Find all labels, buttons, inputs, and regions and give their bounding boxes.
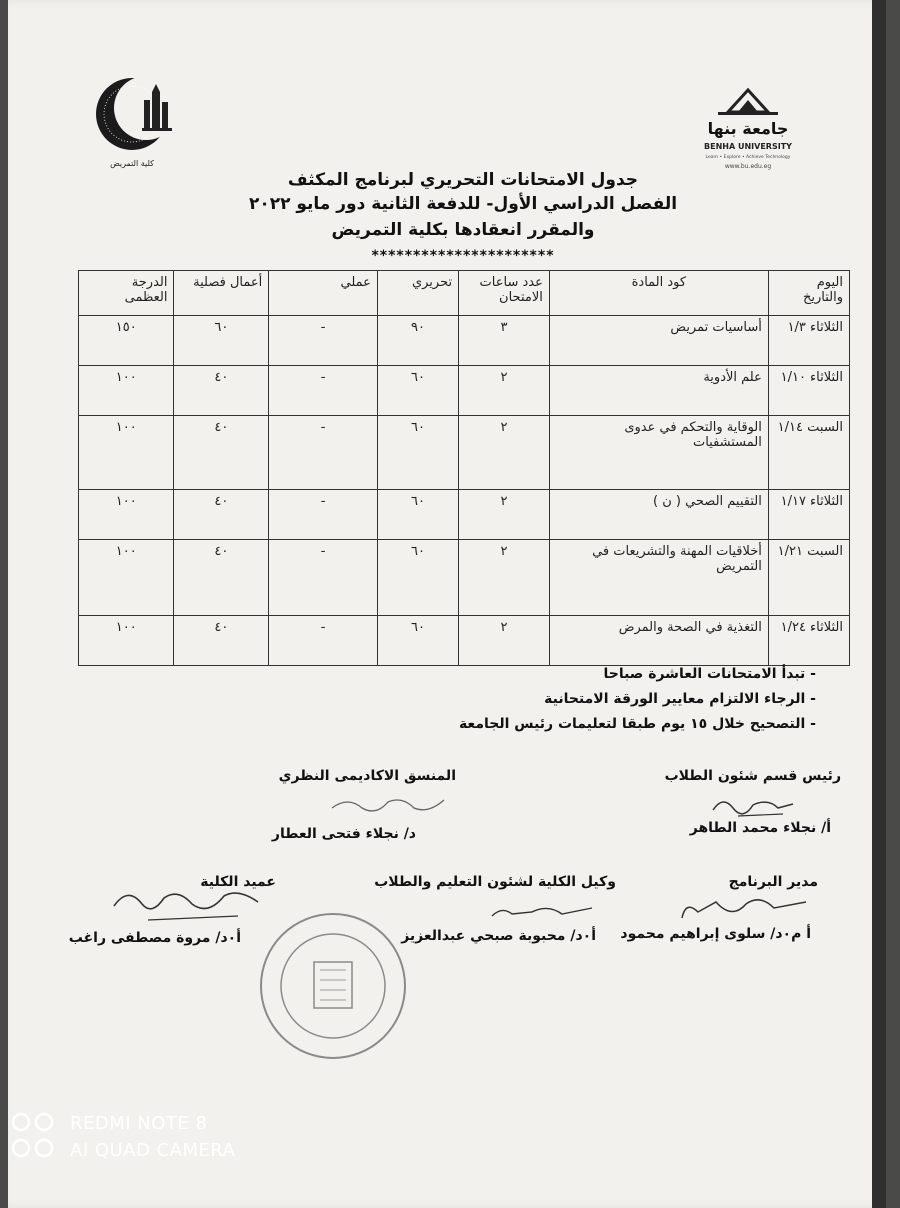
faculty-logo bbox=[84, 72, 194, 172]
cell-hours: ٢ bbox=[459, 490, 550, 540]
cell-hours: ٢ bbox=[459, 616, 550, 666]
cell-day: السبت ١/٢١ bbox=[768, 540, 849, 616]
cell-practical: - bbox=[269, 540, 378, 616]
note-item: - الرجاء الالتزام معايير الورقة الامتحانية bbox=[544, 691, 816, 707]
exam-schedule-table bbox=[78, 270, 850, 666]
cell-practical: - bbox=[269, 416, 378, 490]
header-written: تحريري bbox=[377, 271, 458, 316]
cell-coursework: ٤٠ bbox=[174, 540, 269, 616]
title-line-1: جدول الامتحانات التحريري لبرنامج المكثف bbox=[287, 170, 639, 190]
program-director-signature bbox=[676, 890, 816, 926]
header-day: اليوم والتاريخ bbox=[768, 271, 849, 316]
header-code: كود المادة bbox=[549, 271, 768, 316]
cell-total: ١٠٠ bbox=[79, 416, 174, 490]
university-site: www.bu.edu.eg bbox=[724, 163, 772, 170]
cell-code: أخلاقيات المهنة والتشريعات في التمريض bbox=[549, 540, 768, 616]
note-item: - التصحيح خلال ١٥ يوم طبقا لتعليمات رئيس الجامعة bbox=[458, 716, 816, 732]
vice-dean-name: أ٠د/ محبوبة صبحي عبدالعزيز bbox=[401, 928, 596, 944]
header-coursework: أعمال فصلية bbox=[174, 271, 269, 316]
vice-dean-signature bbox=[488, 896, 598, 926]
vice-dean-title: وكيل الكلية لشئون التعليم والطلاب bbox=[374, 874, 616, 890]
cell-coursework: ٤٠ bbox=[174, 416, 269, 490]
faculty-stamp bbox=[256, 910, 411, 1062]
table-row bbox=[79, 540, 850, 616]
table-header-row bbox=[79, 271, 850, 316]
header-total: الدرجة العظمى bbox=[79, 271, 174, 316]
cell-code: أساسيات تمريض bbox=[549, 316, 768, 366]
dean-title: عميد الكلية bbox=[200, 874, 276, 890]
cell-day: الثلاثاء ١/٣ bbox=[768, 316, 849, 366]
academic-coordinator-name: د/ نجلاء فتحى العطار bbox=[271, 826, 416, 842]
cell-hours: ٢ bbox=[459, 540, 550, 616]
cell-written: ٦٠ bbox=[377, 616, 458, 666]
cell-total: ١٠٠ bbox=[79, 616, 174, 666]
table-row bbox=[79, 316, 850, 366]
cell-coursework: ٤٠ bbox=[174, 366, 269, 416]
cell-written: ٦٠ bbox=[377, 416, 458, 490]
dean-name: أ٠د/ مروة مصطفى راغب bbox=[68, 930, 241, 946]
header-hours: عدد ساعات الامتحان bbox=[459, 271, 550, 316]
cell-written: ٦٠ bbox=[377, 490, 458, 540]
table-row bbox=[79, 416, 850, 490]
faculty-name: كلية التمريض bbox=[110, 159, 154, 168]
program-director-name: أ م٠د/ سلوى إبراهيم محمود bbox=[620, 926, 811, 942]
university-logo bbox=[688, 82, 808, 178]
cell-practical: - bbox=[269, 316, 378, 366]
university-name-ar: جامعة بنها bbox=[707, 119, 789, 138]
document-page bbox=[8, 0, 886, 1208]
cell-code: التغذية في الصحة والمرض bbox=[549, 616, 768, 666]
title-line-3: والمقرر انعقادها بكلية التمريض bbox=[331, 220, 595, 240]
student-affairs-title: رئيس قسم شئون الطلاب bbox=[664, 768, 841, 784]
cell-coursework: ٤٠ bbox=[174, 616, 269, 666]
notes-list bbox=[316, 662, 816, 737]
cell-total: ١٥٠ bbox=[79, 316, 174, 366]
cell-day: الثلاثاء ١/٢٤ bbox=[768, 616, 849, 666]
student-affairs-name: أ/ نجلاء محمد الطاهر bbox=[689, 820, 831, 836]
cell-total: ١٠٠ bbox=[79, 540, 174, 616]
table-row bbox=[79, 490, 850, 540]
cell-code: التقييم الصحي ( ن ) bbox=[549, 490, 768, 540]
cell-code: الوقاية والتحكم في عدوى المستشفيات bbox=[549, 416, 768, 490]
cell-day: الثلاثاء ١/١٠ bbox=[768, 366, 849, 416]
cell-day: الثلاثاء ١/١٧ bbox=[768, 490, 849, 540]
cell-hours: ٣ bbox=[459, 316, 550, 366]
cell-coursework: ٦٠ bbox=[174, 316, 269, 366]
program-director-title: مدير البرنامج bbox=[728, 874, 818, 890]
university-slogan: Learn • Explore • Achieve Technology bbox=[705, 155, 791, 160]
header-practical: عملي bbox=[269, 271, 378, 316]
academic-coordinator-title: المنسق الاكاديمى النظري bbox=[278, 768, 456, 784]
cell-hours: ٢ bbox=[459, 416, 550, 490]
page-edge bbox=[872, 0, 886, 1208]
student-affairs-signature bbox=[708, 790, 798, 820]
watermark-camera: AI QUAD CAMERA bbox=[70, 1140, 236, 1161]
cell-practical: - bbox=[269, 490, 378, 540]
title-line-2: الفصل الدراسي الأول- للدفعة الثانية دور مايو ٢٠٢٢ bbox=[248, 194, 678, 214]
cell-written: ٩٠ bbox=[377, 316, 458, 366]
cell-hours: ٢ bbox=[459, 366, 550, 416]
university-name-en: BENHA UNIVERSITY bbox=[704, 142, 792, 151]
cell-practical: - bbox=[269, 616, 378, 666]
dean-signature bbox=[108, 882, 268, 932]
cell-coursework: ٤٠ bbox=[174, 490, 269, 540]
note-item: - تبدأ الامتحانات العاشرة صباحا bbox=[603, 666, 816, 682]
cell-total: ١٠٠ bbox=[79, 366, 174, 416]
academic-coordinator-signature bbox=[328, 792, 448, 818]
watermark-model: REDMI NOTE 8 bbox=[70, 1113, 208, 1134]
table-row bbox=[79, 616, 850, 666]
cell-total: ١٠٠ bbox=[79, 490, 174, 540]
camera-lens-icon bbox=[10, 1110, 58, 1160]
cell-practical: - bbox=[269, 366, 378, 416]
table-row bbox=[79, 366, 850, 416]
cell-written: ٦٠ bbox=[377, 366, 458, 416]
cell-day: السبت ١/١٤ bbox=[768, 416, 849, 490]
cell-code: علم الأدوية bbox=[549, 366, 768, 416]
title-stars: ********************** bbox=[371, 248, 555, 264]
cell-written: ٦٠ bbox=[377, 540, 458, 616]
